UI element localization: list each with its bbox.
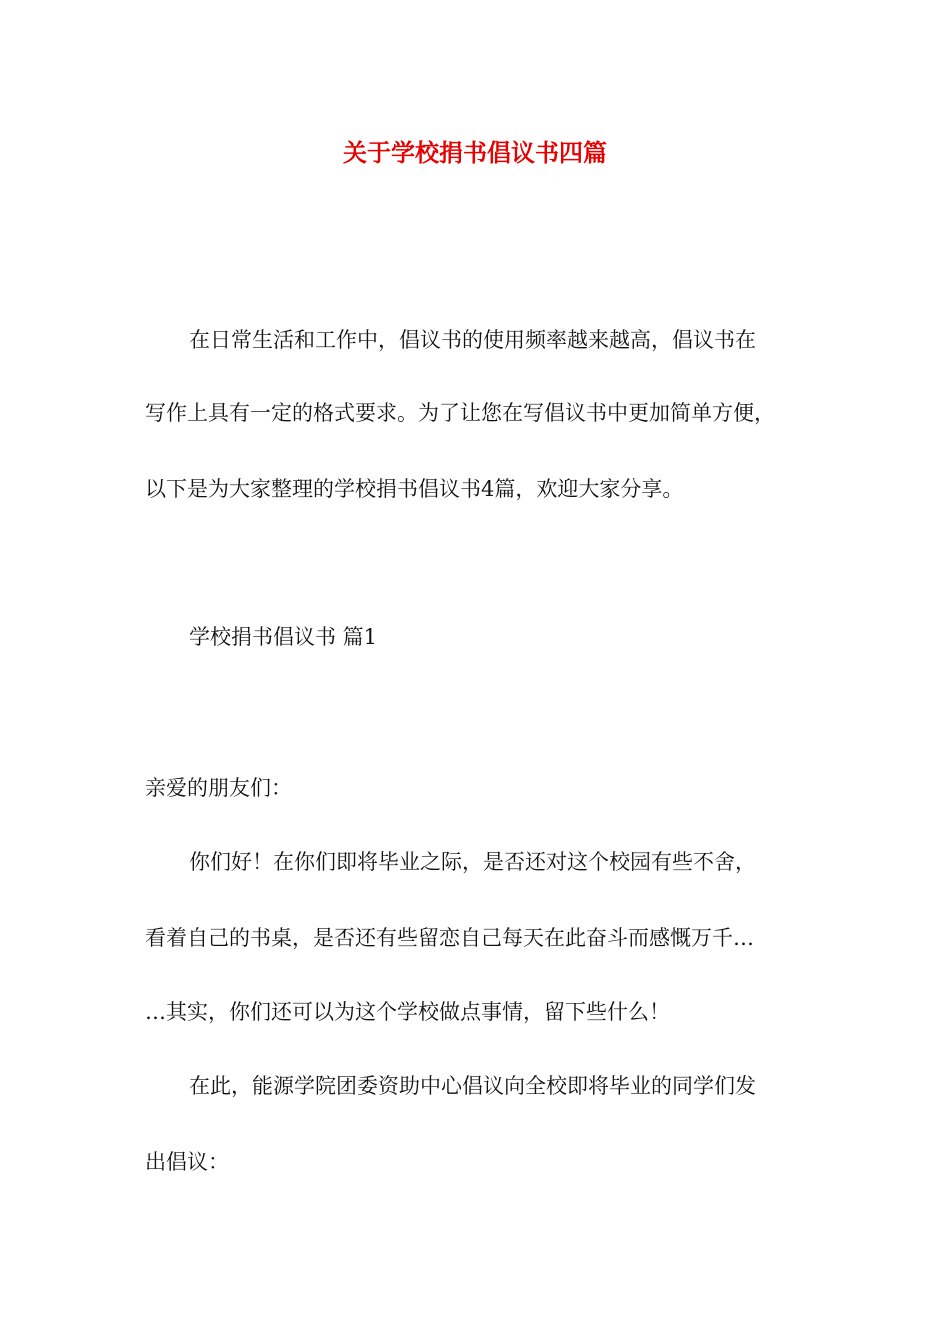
- salutation: 亲爱的朋友们：: [145, 776, 292, 800]
- intro-line-3: 以下是为大家整理的学校捐书倡议书4篇，欢迎大家分享。: [145, 477, 684, 501]
- body-line-2: 看着自己的书桌，是否还有些留恋自己每天在此奋斗而感慨万千…: [145, 926, 754, 950]
- intro-line-2: 写作上具有一定的格式要求。为了让您在写倡议书中更加简单方便，: [145, 401, 775, 425]
- intro-line-1: 在日常生活和工作中，倡议书的使用频率越来越高，倡议书在: [189, 328, 756, 352]
- body-line-4: 在此，能源学院团委资助中心倡议向全校即将毕业的同学们发: [189, 1074, 756, 1098]
- body-line-5: 出倡议：: [145, 1150, 229, 1174]
- document-title: 关于学校捐书倡议书四篇: [343, 139, 607, 167]
- body-line-1: 你们好！在你们即将毕业之际，是否还对这个校园有些不舍，: [189, 850, 756, 874]
- body-line-3: …其实，你们还可以为这个学校做点事情，留下些什么！: [145, 1000, 670, 1024]
- section-heading: 学校捐书倡议书 篇1: [189, 625, 378, 649]
